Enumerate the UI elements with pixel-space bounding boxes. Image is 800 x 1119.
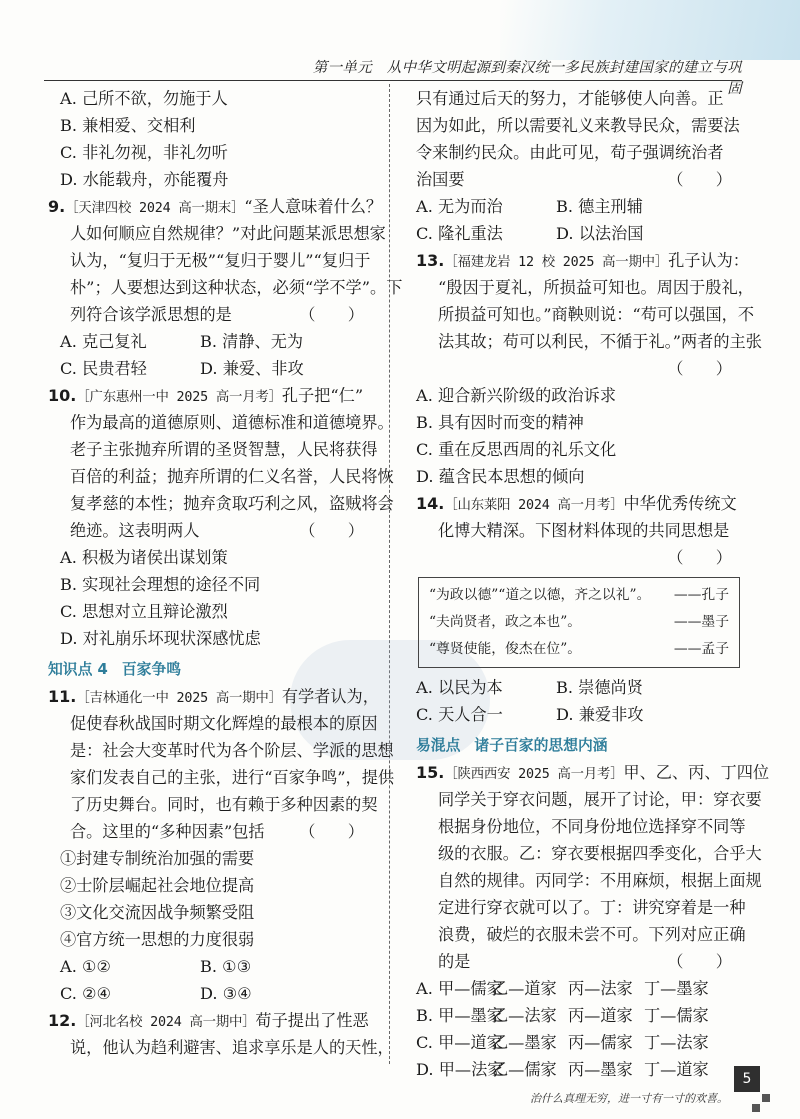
question-text: 浪费，破烂的衣服未尝不可。下列对应正确	[438, 925, 746, 944]
question-text: 因为如此，所以需要礼义来教导民众，需要法	[416, 116, 740, 135]
question-number: 12.	[48, 1011, 77, 1030]
section-heading	[416, 732, 746, 759]
option: B. 崇德尚贤	[556, 678, 643, 697]
quote-row	[429, 636, 729, 663]
option: 乙—道家	[492, 979, 557, 998]
answer-paren: （ ）	[667, 359, 732, 378]
option: D. 蕴含民本思想的倾向	[416, 467, 585, 486]
question-text: 只有通过后天的努力，才能够使人向善。正	[416, 89, 724, 108]
option: D. 甲—法家	[416, 1060, 504, 1079]
question-12	[48, 1007, 394, 1061]
question-text: 同学关于穿衣问题，展开了讨论，甲：穿衣要	[438, 790, 762, 809]
option: 丙—法家	[568, 979, 633, 998]
statement-item: ③文化交流因战争频繁受阻	[60, 903, 255, 922]
option: B. 清静、无为	[200, 332, 304, 351]
question-text: 根据身份地位，不同身份地位选择穿不同等	[438, 817, 746, 836]
unit-header: 第一单元 从中华文明起源到秦汉统一多民族封建国家的建立与巩固	[312, 60, 742, 97]
option: A. 克己复礼	[60, 332, 147, 351]
question-10	[48, 382, 394, 652]
question-source: ［山东莱阳 2024 高一月考］	[444, 498, 624, 513]
decorative-square	[752, 1104, 760, 1112]
quote-author: ——孔子	[673, 587, 729, 603]
option: B. 兼相爱、交相利	[60, 116, 196, 135]
question-source: ［天津四校 2024 高一期末］	[65, 201, 245, 216]
question-text: 是：社会大变革时代为各个阶层、学派的思想	[70, 741, 394, 760]
header-decoration	[500, 0, 800, 60]
decorative-square	[762, 1094, 770, 1102]
option: D. 对礼崩乐坏现状深感忧虑	[60, 629, 261, 648]
q8-options	[48, 85, 378, 193]
section-title: 诸子百家的思想内涵	[474, 737, 608, 754]
option: D. ③④	[200, 984, 252, 1003]
question-text: 说，他认为趋利避害、追求享乐是人的天性，	[70, 1038, 394, 1057]
question-text: 作为最高的道德原则、道德标准和道德境界。	[70, 413, 394, 432]
question-number: 13.	[416, 251, 445, 270]
option: C. 非礼勿视，非礼勿听	[60, 143, 228, 162]
section-label: 知识点 4	[48, 661, 108, 678]
option: 乙—儒家	[492, 1060, 557, 1079]
question-number: 14.	[416, 494, 445, 513]
option: A. 甲—儒家	[416, 979, 503, 998]
question-15	[416, 759, 770, 1083]
option: B. 具有因时而变的精神	[416, 413, 584, 432]
option: A. 以民为本	[416, 678, 503, 697]
page-number: 5	[734, 1066, 760, 1092]
question-text: 复孝慈的本性；抛弃贪取巧利之风，盗贼将会	[70, 494, 394, 513]
answer-paren: （ ）	[299, 822, 364, 841]
option: B. 实现社会理想的途径不同	[60, 575, 261, 594]
option: D. 兼爱、非攻	[200, 359, 304, 378]
answer-paren: （ ）	[667, 548, 732, 567]
question-text: 促使春秋战国时期文化辉煌的最根本的原因	[70, 714, 378, 733]
option: 丙—儒家	[568, 1033, 633, 1052]
question-text: 定进行穿衣就可以了。丁：讲究穿着是一种	[438, 898, 746, 917]
option: 丙—墨家	[568, 1060, 633, 1079]
question-text: 老子主张抛弃所谓的圣贤智慧，人民将获得	[70, 440, 378, 459]
question-text: 合。这里的“多种因素”包括	[70, 822, 265, 841]
question-source: ［吉林通化一中 2025 高一期中］	[76, 691, 282, 706]
option: B. ①③	[200, 957, 252, 976]
question-text: 甲、乙、丙、丁四位	[623, 763, 770, 782]
option: A. 无为而治	[416, 197, 503, 216]
option: A. 迎合新兴阶级的政治诉求	[416, 386, 617, 405]
question-text: 百倍的利益；抛弃所谓的仁义名誉，人民将恢	[70, 467, 394, 486]
option: 丁—儒家	[644, 1006, 709, 1025]
question-text: 中华优秀传统文	[623, 494, 737, 513]
option: D. 兼爱非攻	[556, 705, 644, 724]
question-11	[48, 683, 395, 1007]
question-text: 朴”；人要想达到这种状态，必须“学不学”。下	[70, 278, 403, 297]
quote-author: ——墨子	[673, 614, 729, 630]
question-text: 人如何顺应自然规律？”对此问题某派思想家	[70, 224, 386, 243]
question-text: 荀子提出了性恶	[255, 1011, 369, 1030]
question-14	[416, 490, 746, 728]
question-source: ［陕西西安 2025 高一月考］	[444, 767, 624, 782]
answer-paren: （ ）	[667, 170, 732, 189]
question-13	[416, 247, 762, 490]
question-text: “圣人意味着什么？	[244, 197, 383, 216]
quote-box	[418, 577, 740, 668]
header-rule	[44, 80, 742, 81]
option-row	[416, 1002, 746, 1029]
question-text: 令来制约民众。由此可见，荀子强调统治者	[416, 143, 724, 162]
question-text: “殷因于夏礼，所损益可知也。周因于殷礼，	[438, 278, 754, 297]
question-text: 治国要	[416, 170, 465, 189]
option: A. 己所不欲，勿施于人	[60, 89, 228, 108]
option: C. 天人合一	[416, 705, 503, 724]
right-column	[416, 85, 770, 1083]
option: D. 水能载舟，亦能覆舟	[60, 170, 229, 189]
option: B. 德主刑辅	[556, 197, 643, 216]
option: C. 思想对立且辩论激烈	[60, 602, 228, 621]
question-text: 法其故；苟可以利民，不循于礼。”两者的主张	[438, 332, 762, 351]
question-text: 自然的规律。丙同学：不用麻烦，根据上面规	[438, 871, 762, 890]
section-label: 易混点	[416, 737, 461, 754]
option: 丁—墨家	[644, 979, 709, 998]
question-source: ［福建龙岩 12 校 2025 高一期中］	[444, 255, 669, 270]
question-text: 孔子认为：	[668, 251, 749, 270]
statement-item: ①封建专制统治加强的需要	[60, 849, 255, 868]
question-text: 的是	[438, 952, 471, 971]
section-title: 百家争鸣	[121, 661, 182, 678]
column-divider	[389, 84, 390, 1064]
question-text: 家们发表自己的主张，进行“百家争鸣”，提供	[70, 768, 395, 787]
question-number: 15.	[416, 763, 445, 782]
option: 乙—法家	[492, 1006, 557, 1025]
option: C. 隆礼重法	[416, 224, 503, 243]
question-text: 孔子把“仁”	[281, 386, 364, 405]
question-number: 10.	[48, 386, 77, 405]
statement-item: ②士阶层崛起社会地位提高	[60, 876, 255, 895]
question-text: 绝迹。这表明两人	[70, 521, 200, 540]
quote-text: “尊贤使能，俊杰在位”。	[429, 641, 582, 657]
question-text: 列符合该学派思想的是	[70, 305, 232, 324]
option: 丙—道家	[568, 1006, 633, 1025]
question-number: 11.	[48, 687, 77, 706]
option-row	[416, 975, 746, 1002]
option: A. 积极为诸侯出谋划策	[60, 548, 228, 567]
option: 乙—墨家	[492, 1033, 557, 1052]
question-text: 所损益可知也。”商鞅则说：“苟可以强国，不	[438, 305, 755, 324]
left-column	[48, 85, 403, 1061]
option: B. 甲—墨家	[416, 1006, 503, 1025]
option: C. 重在反思西周的礼乐文化	[416, 440, 617, 459]
quote-text: “为政以德”“道之以德，齐之以礼”。	[429, 587, 651, 603]
question-9	[48, 193, 403, 382]
statement-item: ④官方统一思想的力度很弱	[60, 930, 255, 949]
option: C. 甲—道家	[416, 1033, 503, 1052]
question-number: 9.	[48, 197, 66, 216]
option: 丁—道家	[644, 1060, 709, 1079]
question-text: 化博大精深。下图材料体现的共同思想是	[438, 521, 730, 540]
quote-row	[429, 582, 729, 609]
quote-row	[429, 609, 729, 636]
section-heading	[48, 656, 378, 683]
answer-paren: （ ）	[299, 521, 364, 540]
quote-author: ——孟子	[673, 641, 729, 657]
option: A. ①②	[60, 957, 112, 976]
question-source: ［河北名校 2024 高一期中］	[76, 1015, 256, 1030]
option: C. ②④	[60, 984, 112, 1003]
question-source: ［广东惠州一中 2025 高一月考］	[76, 390, 282, 405]
question-text: 有学者认为，	[281, 687, 379, 706]
option-row	[416, 1029, 746, 1056]
question-text: 级的衣服。乙：穿衣要根据四季变化，合乎大	[438, 844, 762, 863]
question-text: 认为，“复归于无极”“复归于婴儿”“复归于	[70, 251, 371, 270]
option: C. 民贵君轻	[60, 359, 147, 378]
option-row	[416, 1056, 746, 1083]
answer-paren: （ ）	[299, 305, 364, 324]
footer-motto: 治什么真理无穷，进一寸有一寸的欢喜。	[530, 1092, 728, 1105]
quote-text: “夫尚贤者，政之本也”。	[429, 614, 582, 630]
question-text: 了历史舞台。同时，也有赖于多种因素的契	[70, 795, 378, 814]
option: D. 以法治国	[556, 224, 644, 243]
question-12-continued	[416, 85, 746, 247]
answer-paren: （ ）	[667, 952, 732, 971]
option: 丁—法家	[644, 1033, 709, 1052]
